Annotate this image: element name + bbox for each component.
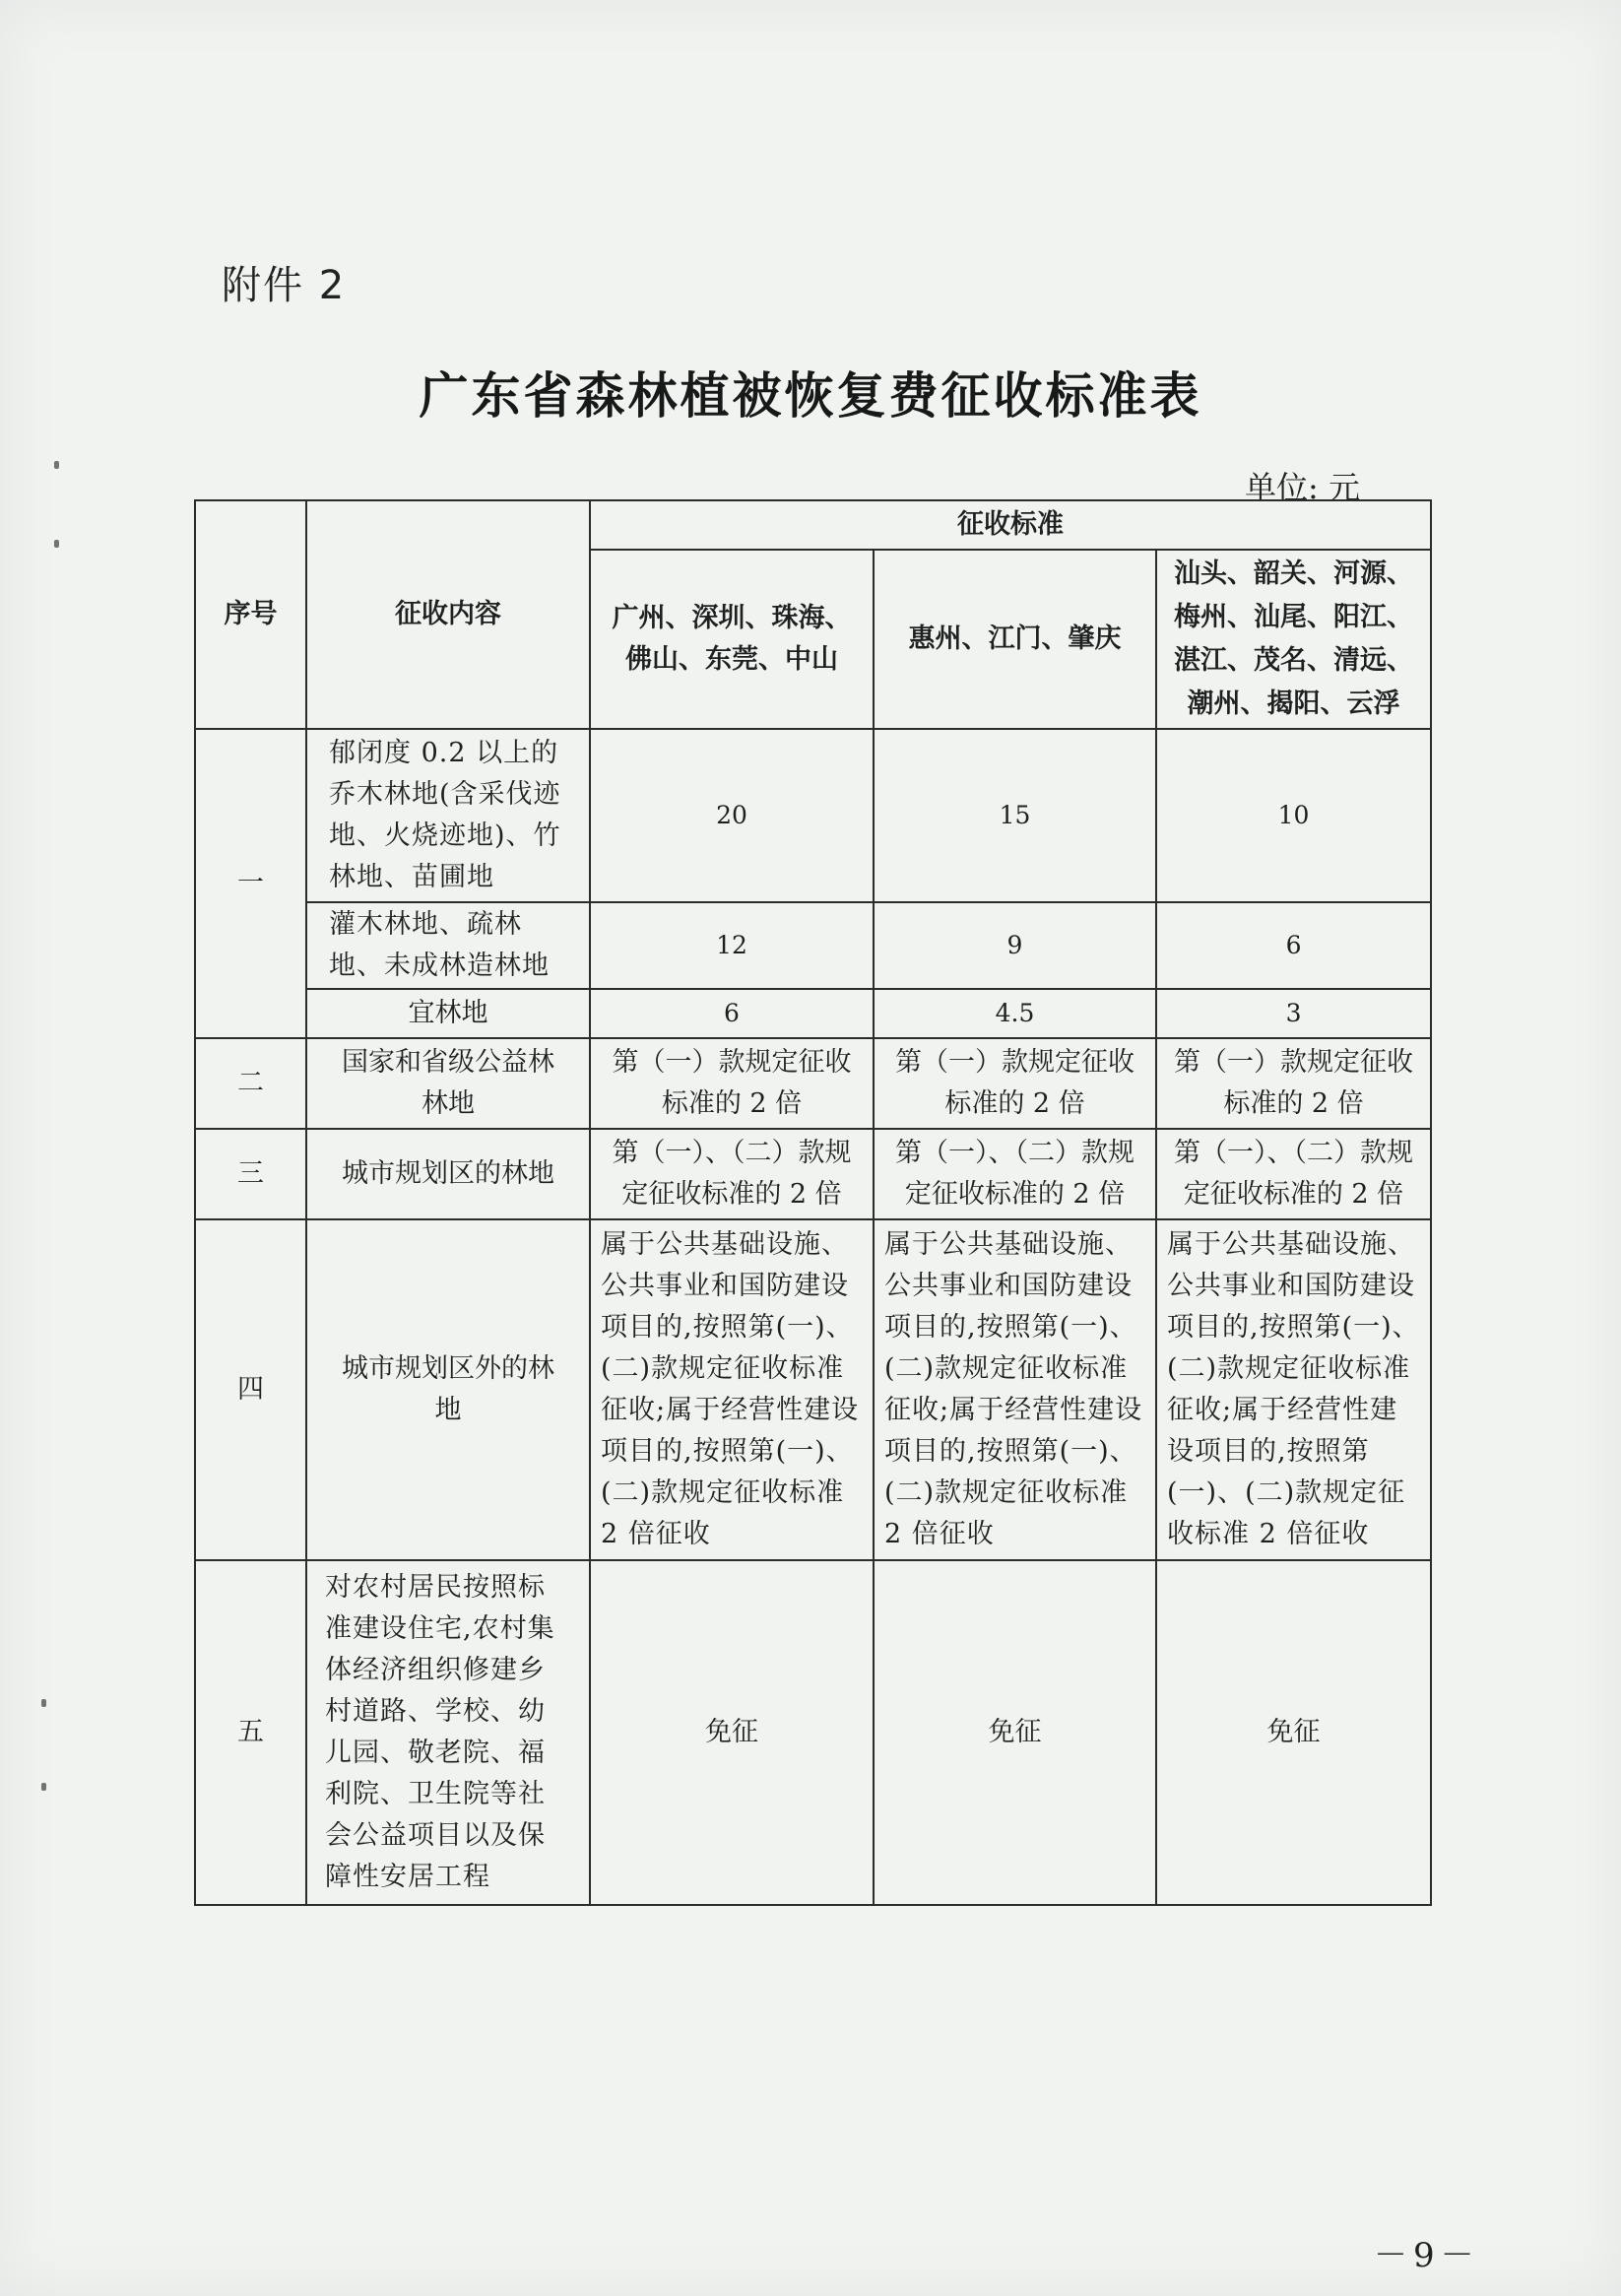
table-row (195, 1560, 1431, 1905)
table-row (195, 989, 1431, 1038)
row-value: 4.5 (874, 989, 1156, 1038)
scan-mark (41, 1699, 46, 1707)
row-value: 9 (874, 902, 1156, 989)
table-row (195, 1038, 1431, 1129)
region-header-3: 汕头、韶关、河源、梅州、汕尾、阳江、湛江、茂名、清远、潮州、揭阳、云浮 (1156, 550, 1431, 729)
row-value: 第（一）款规定征收标准的 2 倍 (874, 1038, 1156, 1129)
attachment-label: 附件 2 (222, 263, 347, 308)
row-content: 郁闭度 0.2 以上的乔木林地(含采伐迹地、火烧迹地)、竹林地、苗圃地 (306, 729, 590, 902)
row-value: 免征 (1156, 1560, 1431, 1905)
table-header-row (195, 500, 1431, 550)
fee-standard-table (194, 499, 1432, 1906)
row-value: 第（一）、（二）款规定征收标准的 2 倍 (590, 1129, 874, 1219)
header-standard: 征收标准 (590, 500, 1431, 550)
header-serial: 序号 (195, 500, 306, 729)
table-row (195, 729, 1431, 902)
row-content: 对农村居民按照标准建设住宅,农村集体经济组织修建乡村道路、学校、幼儿园、敬老院、福利院、卫生院等社会公益项目以及保障性安居工程 (306, 1560, 590, 1905)
header-content: 征收内容 (306, 500, 590, 729)
region-header-1: 广州、深圳、珠海、佛山、东莞、中山 (590, 550, 874, 729)
row-value: 6 (590, 989, 874, 1038)
row-value: 第（一）款规定征收标准的 2 倍 (1156, 1038, 1431, 1129)
row-content: 城市规划区外的林地 (306, 1219, 590, 1560)
region-header-2: 惠州、江门、肇庆 (874, 550, 1156, 729)
row-value: 第（一）款规定征收标准的 2 倍 (590, 1038, 874, 1129)
row-value: 第（一）、（二）款规定征收标准的 2 倍 (1156, 1129, 1431, 1219)
row-value: 属于公共基础设施、公共事业和国防建设项目的,按照第(一)、(二)款规定征收标准征收;属于经营性建设项目的,按照第(一)、(二)款规定征收标准 2 倍征收 (590, 1219, 874, 1560)
row-content: 宜林地 (306, 989, 590, 1038)
row-serial: 五 (195, 1560, 306, 1905)
row-serial: 三 (195, 1129, 306, 1219)
row-value: 3 (1156, 989, 1431, 1038)
row-content: 灌木林地、疏林地、未成林造林地 (306, 902, 590, 989)
scan-mark (41, 1783, 46, 1791)
scan-mark (54, 540, 59, 548)
row-value: 20 (590, 729, 874, 902)
row-value: 15 (874, 729, 1156, 902)
row-serial: 四 (195, 1219, 306, 1560)
row-serial: 一 (195, 729, 306, 1038)
unit-label: 单位: 元 (1245, 469, 1360, 506)
row-value: 属于公共基础设施、公共事业和国防建设项目的,按照第(一)、(二)款规定征收标准征收;属于经营性建设项目的,按照第(一)、(二)款规定征收标准 2 倍征收 (874, 1219, 1156, 1560)
row-value: 属于公共基础设施、公共事业和国防建设项目的,按照第(一)、(二)款规定征收标准征收;属于经营性建设项目的,按照第(一)、(二)款规定征收标准 2 倍征收 (1156, 1219, 1431, 1560)
row-serial: 二 (195, 1038, 306, 1129)
row-value: 12 (590, 902, 874, 989)
row-value: 免征 (590, 1560, 874, 1905)
table-row (195, 1129, 1431, 1219)
row-value: 6 (1156, 902, 1431, 989)
table-row (195, 902, 1431, 989)
page-title: 广东省森林植被恢复费征收标准表 (419, 367, 1202, 425)
row-value: 免征 (874, 1560, 1156, 1905)
row-content: 城市规划区的林地 (306, 1129, 590, 1219)
row-content: 国家和省级公益林林地 (306, 1038, 590, 1129)
page-number: －9－ (1374, 2236, 1480, 2275)
scan-mark (54, 461, 59, 469)
row-value: 10 (1156, 729, 1431, 902)
row-value: 第（一）、（二）款规定征收标准的 2 倍 (874, 1129, 1156, 1219)
table-row (195, 1219, 1431, 1560)
